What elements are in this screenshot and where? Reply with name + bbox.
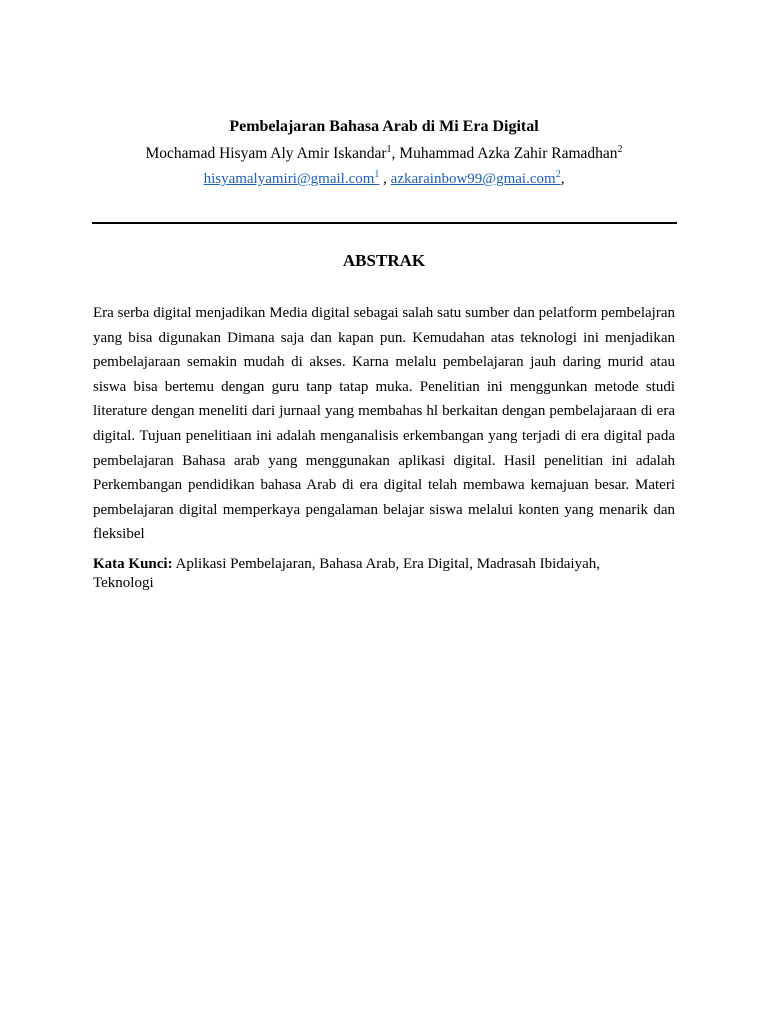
- paper-title: Pembelajaran Bahasa Arab di Mi Era Digital: [229, 118, 539, 135]
- email-link[interactable]: [391, 171, 561, 187]
- email-address: hisyamalyamiri@gmail.com: [203, 171, 375, 187]
- email-trailing-comma: ,: [560, 171, 565, 187]
- email-separator: ,: [379, 171, 391, 187]
- author-name: Mochamad Hisyam Aly Amir Iskandar: [145, 145, 387, 162]
- email-mark: 1: [374, 169, 380, 180]
- abstract-body: Era serba digital menjadikan Media digital sebagai salah satu sumber dan pelatform pembelajran yang bisa digunakan Dimana saja dan kapan pun. Kemudahan atas teknologi ini menjadikan pembelajaraan semakin mudah di akses. Karna melalu pembelajaran jauh daring murid atau siswa bisa bertemu dengan guru tanp tatap muka. Penelitian ini menggunkan metode studi literature dengan meneliti dari jurnaal yang membahas hl berkaitan dengan pembelajaraan di era digital. Tujuan penelitiaan ini adalah menganalisis erkembangan yang terjadi di era digital pada pembelajaran Bahasa arab yang menggunakan aplikasi digital. Hasil penelitian ini adalah Perkembangan pendidikan bahasa Arab di era digital telah membawa kemajuan besar. Materi pembelajaran digital memperkaya pengalaman belajar siswa melalui konten yang menarik dan fleksibel: [93, 305, 675, 543]
- author-affiliation-mark: 2: [617, 143, 623, 155]
- keywords-line: [93, 555, 633, 593]
- keywords-label: Kata Kunci:: [93, 556, 173, 572]
- email-line: [0, 169, 768, 189]
- email-link[interactable]: [204, 171, 380, 187]
- email-mark: 2: [555, 169, 561, 180]
- email-address: azkarainbow99@gmai.com: [390, 171, 556, 187]
- author-separator: ,: [391, 145, 400, 162]
- author-affiliation-mark: 1: [386, 143, 392, 155]
- author-name: Muhammad Azka Zahir Ramadhan: [399, 145, 618, 162]
- keywords-text: Aplikasi Pembelajaran, Bahasa Arab, Era Digital, Madrasah Ibidaiyah, Teknologi: [93, 556, 600, 591]
- author-line: [0, 144, 768, 164]
- horizontal-divider: [92, 222, 677, 224]
- abstract-heading: ABSTRAK: [342, 251, 426, 270]
